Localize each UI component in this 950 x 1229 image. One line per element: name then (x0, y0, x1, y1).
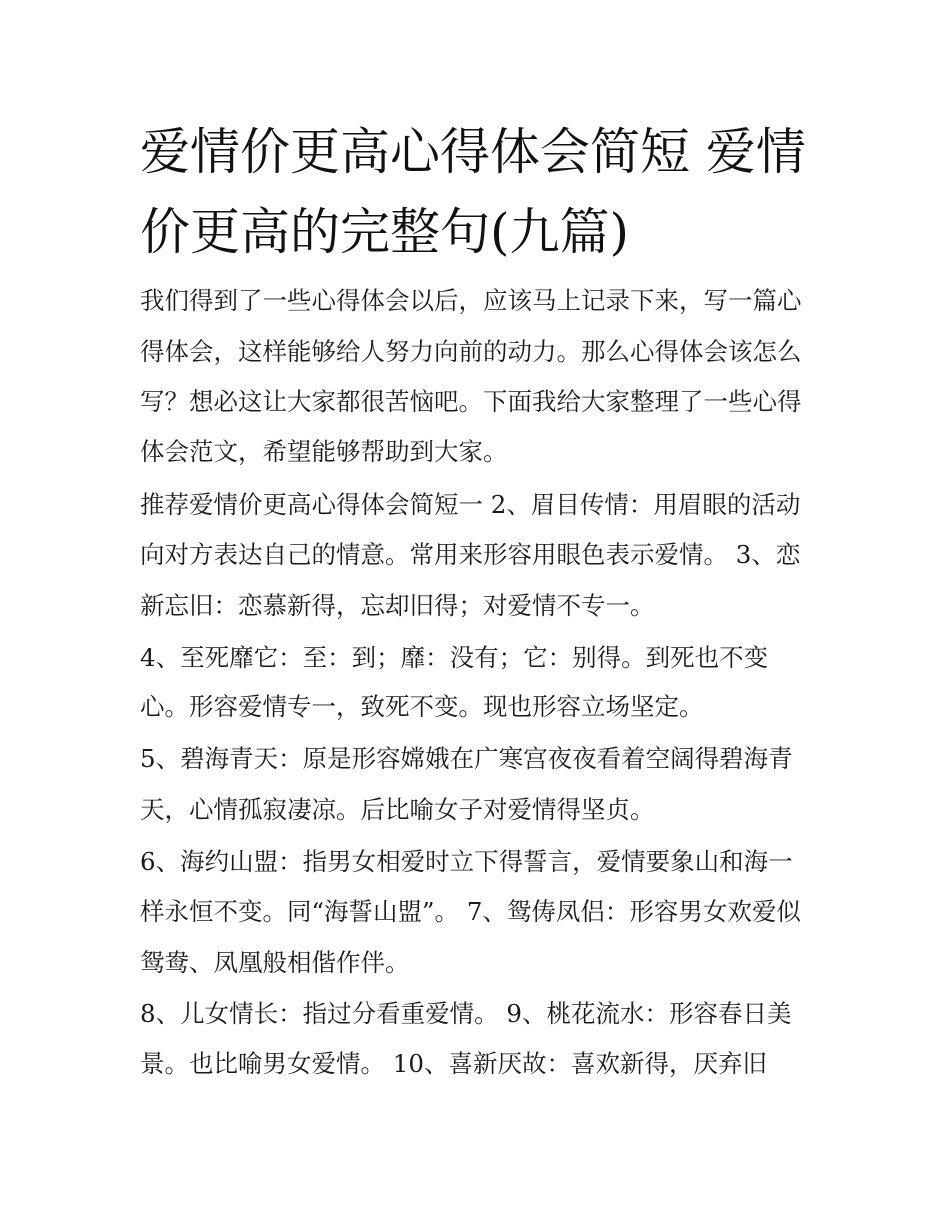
document-title (140, 112, 820, 272)
body-line: 新忘旧：恋慕新得，忘却旧得；对爱情不专一。 (140, 591, 655, 620)
body-line: 体会范文，希望能够帮助到大家。 (140, 437, 508, 466)
body-line: 得体会，这样能够给人努力向前的动力。那么心得体会该怎么 (140, 337, 802, 366)
title-line-2: 价更高的完整句(九篇) (140, 203, 630, 261)
body-line: 写？想必这让大家都很苦恼吧。下面我给大家整理了一些心得 (140, 387, 802, 416)
body-line: 4、至死靡它：至：到；靡：没有；它：别得。到死也不变 (140, 643, 769, 672)
body-line: 景。也比喻男女爱情。 10、喜新厌故：喜欢新得，厌弃旧 (140, 1049, 767, 1078)
body-line: 鸳鸯、凤凰般相偕作伴。 (140, 948, 410, 977)
body-line: 我们得到了一些心得体会以后，应该马上记录下来，写一篇心 (140, 286, 802, 315)
body-line: 向对方表达自己的情意。常用来形容用眼色表示爱情。 3、恋 (140, 540, 801, 569)
body-line: 6、海约山盟：指男女相爱时立下得誓言，爱情要象山和海一 (140, 847, 793, 876)
body-line: 推荐爱情价更高心得体会简短一 2、眉目传情：用眉眼的活动 (140, 490, 801, 519)
body-line: 样永恒不变。同“海誓山盟”。 7、鸳俦凤侣：形容男女欢爱似 (140, 897, 801, 926)
body-line: 天，心情孤寂凄凉。后比喻女子对爱情得坚贞。 (140, 795, 655, 824)
body-line: 5、碧海青天：原是形容嫦娥在广寒宫夜夜看着空阔得碧海青 (140, 744, 793, 773)
body-line: 心。形容爱情专一，致死不变。现也形容立场坚定。 (140, 692, 704, 721)
body-line: 8、儿女情长：指过分看重爱情。 9、桃花流水：形容春日美 (140, 999, 792, 1028)
title-line-1: 爱情价更高心得体会简短 爱情 (140, 123, 806, 181)
